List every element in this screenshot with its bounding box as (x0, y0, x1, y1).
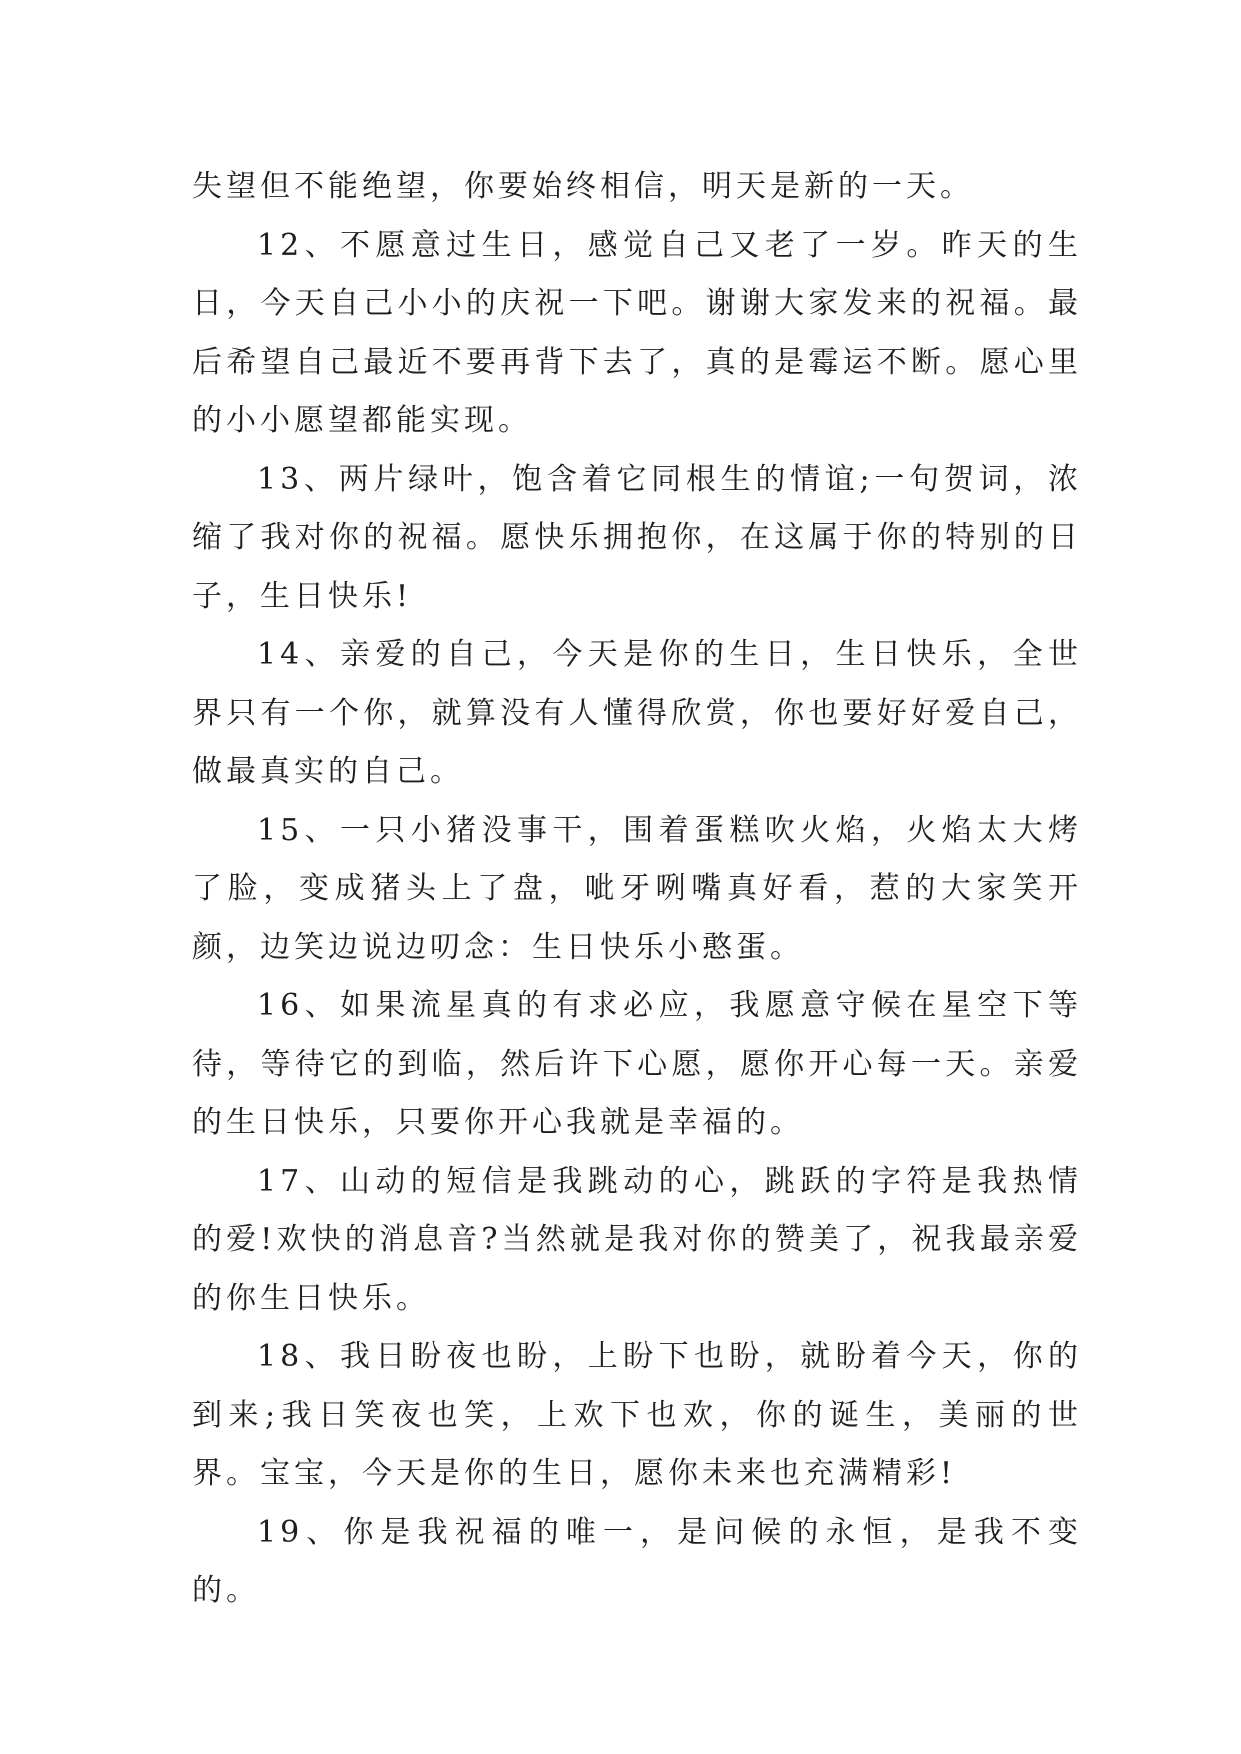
paragraph-18: 18、我日盼夜也盼，上盼下也盼，就盼着今天，你的到来;我日笑夜也笑，上欢下也欢，你的诞生，美丽的世界。宝宝，今天是你的生日，愿你未来也充满精彩! (192, 1339, 1082, 1491)
paragraph-19: 19、你是我祝福的唯一，是问候的永恒，是我不变的。 (192, 1514, 1082, 1608)
paragraph-16: 16、如果流星真的有求必应，我愿意守候在星空下等待，等待它的到临，然后许下心愿，愿你开心每一天。亲爱的生日快乐，只要你开心我就是幸福的。 (192, 988, 1082, 1140)
paragraph-0: 失望但不能绝望，你要始终相信，明天是新的一天。 (192, 169, 974, 204)
paragraph-13: 13、两片绿叶，饱含着它同根生的情谊;一句贺词，浓缩了我对你的祝福。愿快乐拥抱你，在这属于你的特别的日子，生日快乐! (192, 461, 1082, 614)
paragraph-15: 15、一只小猪没事干，围着蛋糕吹火焰，火焰太大烤了脸，变成猪头上了盘，呲牙咧嘴真好看，惹的大家笑开颜，边笑边说边叨念：生日快乐小憨蛋。 (192, 812, 1082, 965)
paragraph-14: 14、亲爱的自己，今天是你的生日，生日快乐，全世界只有一个你，就算没有人懂得欣赏，你也要好好爱自己，做最真实的自己。 (192, 637, 1082, 789)
document-body (192, 158, 1082, 1621)
paragraph-12: 12、不愿意过生日，感觉自己又老了一岁。昨天的生日，今天自己小小的庆祝一下吧。谢谢大家发来的祝福。最后希望自己最近不要再背下去了，真的是霉运不断。愿心里的小小愿望都能实现。 (192, 227, 1082, 438)
paragraph-17: 17、山动的短信是我跳动的心，跳跃的字符是我热情的爱!欢快的消息音?当然就是我对你的赞美了，祝我最亲爱的你生日快乐。 (192, 1163, 1082, 1316)
